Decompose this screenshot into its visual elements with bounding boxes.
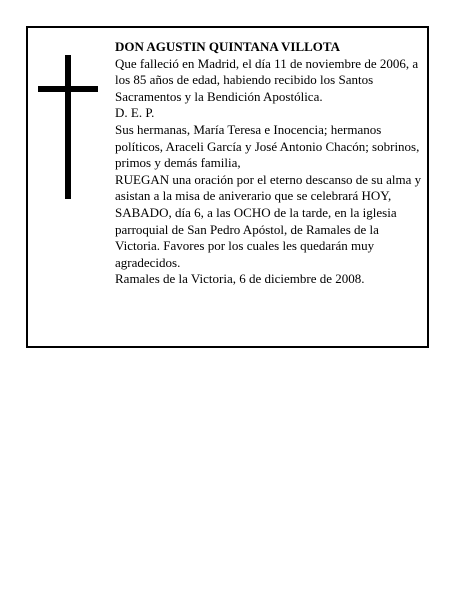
obituary-notice <box>26 26 429 348</box>
family-line: Sus hermanas, María Teresa e Inocencia; hermanos políticos, Araceli García y José Antonio Chacón; sobrinos, primos y demás familia, <box>115 121 420 171</box>
cross-horizontal-bar <box>38 86 98 92</box>
cross-icon <box>38 55 98 199</box>
rip-line: D. E. P. <box>115 105 155 121</box>
cross-vertical-bar <box>65 55 71 199</box>
deceased-name: DON AGUSTIN QUINTANA VILLOTA <box>115 39 341 54</box>
place-date: Ramales de la Victoria, 6 de diciembre de 2008. <box>115 271 365 287</box>
request-paragraph: RUEGAN una oración por el eterno descanso de su alma y asistan a la misa de aniverario que se celebrará HOY, SABADO, día 6, a las OCHO de la tarde, en la iglesia parroquial de San Pedro Apóstol, de Ramales de la Victoria. Favores por los cuales les quedarán muy agradecidos. <box>115 171 422 270</box>
notice-text <box>115 39 425 288</box>
death-info: Que falleció en Madrid, el día 11 de noviembre de 2006, a los 85 años de edad, habiendo recibido los Santos Sacramentos y la Bendición Apostólica. <box>115 55 419 104</box>
